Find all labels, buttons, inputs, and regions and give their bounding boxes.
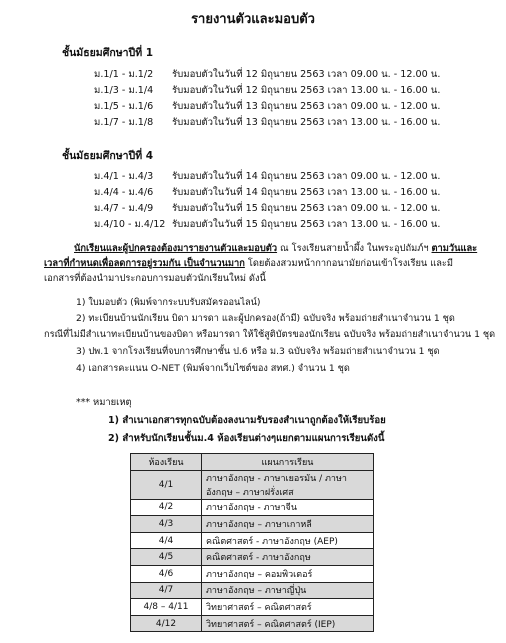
document-item: 2) ทะเบียนบ้านนักเรียน บิดา มารดา และผู้ปกครอง(ถ้ามี) ฉบับจริง พร้อมถ่ายสำเนาจำนวน 1 ชุด bbox=[76, 313, 455, 324]
notice-text: โดยต้องสวมหน้ากากอนามัยก่อนเข้าโรงเรียน และมี bbox=[244, 258, 454, 269]
room-cell: 4/6 bbox=[131, 565, 202, 582]
class-range: ม.1/3 - ม.1/4 bbox=[94, 85, 154, 96]
notice-line-3: เอกสารที่ต้องนำมาประกอบการมอบตัวนักเรียนใหม่ ดังนี้ bbox=[44, 273, 266, 284]
plan-cell: ภาษาอังกฤษ – คอมพิวเตอร์ bbox=[202, 565, 374, 582]
document-item: 3) ปพ.1 จากโรงเรียนที่จบการศึกษาชั้น ป.6 หรือ ม.3 ฉบับจริง พร้อมถ่ายสำเนาจำนวน 1 ชุด bbox=[76, 346, 440, 357]
notice-emphasis: นักเรียนและผู้ปกครองต้องมารายงานตัวและมอบตัว bbox=[74, 243, 278, 254]
room-cell: 4/1 bbox=[131, 470, 202, 499]
remarks-heading: *** หมายเหตุ bbox=[76, 397, 132, 408]
header-room: ห้องเรียน bbox=[131, 454, 202, 471]
table-row bbox=[131, 516, 374, 533]
schedule-time: รับมอบตัวในวันที่ 14 มิถุนายน 2563 เวลา 13.00 น. - 16.00 น. bbox=[172, 187, 441, 198]
document-item: 4) เอกสารคะแนน O-NET (พิมพ์จากเว็บไซต์ของ สทศ.) จำนวน 1 ชุด bbox=[76, 363, 350, 374]
m1-schedule-row bbox=[94, 83, 440, 98]
m1-heading: ชั้นมัธยมศึกษาปีที่ 1 bbox=[62, 47, 154, 59]
notice-line-1 bbox=[74, 241, 477, 256]
m4-schedule-row bbox=[94, 185, 440, 200]
m1-schedule-row bbox=[94, 99, 440, 114]
schedule-time: รับมอบตัวในวันที่ 15 มิถุนายน 2563 เวลา 09.00 น. - 12.00 น. bbox=[172, 203, 441, 214]
schedule-time: รับมอบตัวในวันที่ 15 มิถุนายน 2563 เวลา 13.00 น. - 16.00 น. bbox=[172, 219, 441, 230]
room-cell: 4/5 bbox=[131, 549, 202, 566]
class-range: ม.1/5 - ม.1/6 bbox=[94, 101, 154, 112]
m4-schedule-row bbox=[94, 201, 440, 216]
m4-schedule-row bbox=[94, 217, 440, 232]
plan-cell: ภาษาอังกฤษ - ภาษาจีน bbox=[202, 499, 374, 516]
notice-emphasis: เป็นจำนวนมาก bbox=[180, 258, 245, 269]
table-row bbox=[131, 499, 374, 516]
table-row bbox=[131, 582, 374, 599]
document-item: กรณีที่ไม่มีสำเนาทะเบียนบ้านของบิดา หรือมารดา ให้ใช้สูติบัตรของนักเรียน ฉบับจริง พร้อมถ่ายสำเนาจำนวน 1 ชุด bbox=[44, 329, 496, 340]
room-cell: 4/7 bbox=[131, 582, 202, 599]
schedule-time: รับมอบตัวในวันที่ 13 มิถุนายน 2563 เวลา 13.00 น. - 16.00 น. bbox=[172, 117, 441, 128]
study-plan-table bbox=[130, 453, 374, 632]
remark-item: 1) สำเนาเอกสารทุกฉบับต้องลงนามรับรองสำเนาถูกต้องให้เรียบร้อย bbox=[108, 415, 386, 426]
schedule-time: รับมอบตัวในวันที่ 13 มิถุนายน 2563 เวลา 09.00 น. - 12.00 น. bbox=[172, 101, 441, 112]
room-cell: 4/12 bbox=[131, 615, 202, 632]
schedule-time: รับมอบตัวในวันที่ 12 มิถุนายน 2563 เวลา 09.00 น. - 12.00 น. bbox=[172, 69, 441, 80]
document-item: 1) ใบมอบตัว (พิมพ์จากระบบรับสมัครออนไลน์) bbox=[76, 297, 261, 308]
table-row bbox=[131, 615, 374, 632]
table-row bbox=[131, 549, 374, 566]
plan-cell: คณิตศาสตร์ - ภาษาอังกฤษ bbox=[202, 549, 374, 566]
room-cell: 4/4 bbox=[131, 532, 202, 549]
schedule-time: รับมอบตัวในวันที่ 12 มิถุนายน 2563 เวลา 13.00 น. - 16.00 น. bbox=[172, 85, 441, 96]
table-row bbox=[131, 532, 374, 549]
class-range: ม.1/7 - ม.1/8 bbox=[94, 117, 154, 128]
header-plan: แผนการเรียน bbox=[202, 454, 374, 471]
m4-schedule-row bbox=[94, 169, 440, 184]
plan-cell: ภาษาอังกฤษ – ภาษาเกาหลี bbox=[202, 516, 374, 533]
schedule-time: รับมอบตัวในวันที่ 14 มิถุนายน 2563 เวลา 09.00 น. - 12.00 น. bbox=[172, 171, 441, 182]
plan-cell: วิทยาศาสตร์ – คณิตศาสตร์ (IEP) bbox=[202, 615, 374, 632]
notice-line-2 bbox=[44, 256, 453, 271]
room-cell: 4/2 bbox=[131, 499, 202, 516]
notice-text: ณ โรงเรียนสายน้ำผึ้ง ในพระอุปถัมภ์ฯ bbox=[277, 243, 432, 254]
plan-cell: คณิตศาสตร์ - ภาษาอังกฤษ (AEP) bbox=[202, 532, 374, 549]
notice-emphasis: เวลาที่กำหนดเพื่อลดการอยู่รวมกัน bbox=[44, 258, 181, 269]
remark-item: 2) สำหรับนักเรียนชั้นม.4 ห้องเรียนต่างๆแยกตามแผนการเรียนดังนี้ bbox=[108, 433, 385, 444]
class-range: ม.4/4 - ม.4/6 bbox=[94, 187, 154, 198]
table-row bbox=[131, 565, 374, 582]
m1-schedule-row bbox=[94, 67, 440, 82]
plan-cell: ภาษาอังกฤษ – ภาษาญี่ปุ่น bbox=[202, 582, 374, 599]
room-cell: 4/8 – 4/11 bbox=[131, 599, 202, 616]
table-header-row bbox=[131, 454, 374, 471]
plan-cell: วิทยาศาสตร์ – คณิตศาสตร์ bbox=[202, 599, 374, 616]
class-range: ม.4/10 - ม.4/12 bbox=[94, 219, 166, 230]
class-range: ม.4/1 - ม.4/3 bbox=[94, 171, 154, 182]
notice-emphasis: ตามวันและ bbox=[431, 243, 478, 254]
m1-schedule-row bbox=[94, 115, 440, 130]
room-cell: 4/3 bbox=[131, 516, 202, 533]
page-title: รายงานตัวและมอบตัว bbox=[191, 12, 315, 27]
table-row bbox=[131, 599, 374, 616]
m4-heading: ชั้นมัธยมศึกษาปีที่ 4 bbox=[62, 150, 154, 162]
table-row bbox=[131, 470, 374, 499]
class-range: ม.4/7 - ม.4/9 bbox=[94, 203, 154, 214]
class-range: ม.1/1 - ม.1/2 bbox=[94, 69, 154, 80]
plan-cell: ภาษาอังกฤษ - ภาษาเยอรมัน / ภาษาอังกฤษ – ภาษาฝรั่งเศส bbox=[202, 470, 374, 499]
